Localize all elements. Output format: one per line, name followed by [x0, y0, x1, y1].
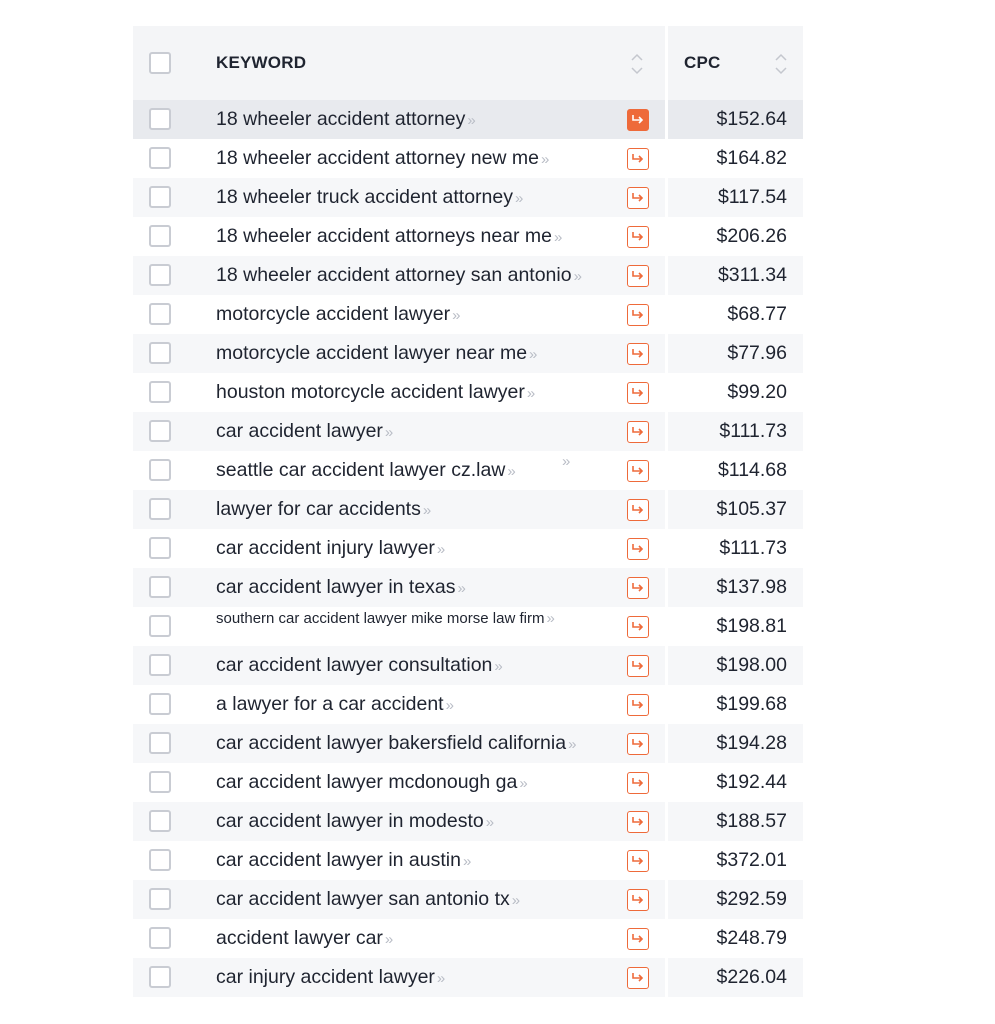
table-row[interactable]: [133, 919, 803, 958]
row-checkbox[interactable]: [149, 927, 171, 949]
chevron-right-icon[interactable]: »: [511, 892, 521, 909]
cpc-cell: [668, 412, 803, 451]
cpc-cell: [668, 217, 803, 256]
cpc-value: $311.34: [717, 264, 787, 286]
cpc-cell: [668, 139, 803, 178]
cpc-value: $111.73: [719, 537, 787, 559]
chevron-right-icon[interactable]: »: [445, 697, 454, 714]
table-body: [133, 100, 803, 997]
table-row[interactable]: [133, 139, 803, 178]
chevron-right-icon[interactable]: »: [485, 814, 495, 831]
cpc-cell: [668, 568, 803, 607]
keyword-cell: [133, 880, 665, 919]
keyword-link[interactable]: [216, 264, 582, 287]
table-row[interactable]: [133, 178, 803, 217]
external-link-icon[interactable]: [627, 616, 649, 638]
external-link-icon[interactable]: [627, 421, 649, 443]
chevron-right-icon[interactable]: »: [541, 151, 550, 168]
keyword-text: 18 wheeler truck accident attorney: [216, 186, 513, 208]
cpc-cell: [668, 802, 803, 841]
chevron-right-icon[interactable]: »: [494, 658, 503, 675]
external-link-icon[interactable]: [627, 304, 649, 326]
row-checkbox[interactable]: [149, 576, 171, 598]
keyword-text: car injury accident lawyer: [216, 966, 435, 988]
keyword-link[interactable]: [216, 611, 556, 627]
keyword-link[interactable]: [216, 303, 460, 326]
cpc-cell: [668, 295, 803, 334]
keyword-text: 18 wheeler accident attorney new me: [216, 147, 540, 169]
keyword-text: car accident lawyer san antonio tx: [216, 888, 510, 910]
keyword-link[interactable]: [216, 654, 503, 677]
cpc-cell: [668, 529, 803, 568]
cpc-value: $226.04: [716, 966, 787, 988]
keyword-cell: [133, 334, 665, 373]
keyword-link[interactable]: [216, 381, 535, 404]
keyword-cell: [133, 763, 665, 802]
keyword-table: [133, 26, 803, 997]
keyword-text: southern car accident lawyer mike morse law firm: [216, 610, 545, 627]
table-header: [133, 26, 803, 100]
cpc-value: $152.64: [716, 108, 787, 130]
cpc-value: $77.96: [727, 342, 787, 364]
chevron-right-icon[interactable]: »: [384, 931, 394, 948]
external-link-icon[interactable]: [627, 694, 649, 716]
keyword-link[interactable]: [216, 459, 516, 482]
row-checkbox[interactable]: [149, 693, 171, 715]
keyword-text: car accident injury lawyer: [216, 537, 435, 559]
keyword-link[interactable]: [216, 849, 471, 872]
keyword-link[interactable]: [216, 498, 431, 521]
table-row[interactable]: [133, 100, 803, 139]
sort-arrows-icon[interactable]: [630, 51, 644, 77]
keyword-link[interactable]: [216, 225, 562, 248]
sort-arrows-icon[interactable]: [774, 51, 788, 77]
external-link-icon[interactable]: [627, 343, 649, 365]
row-checkbox[interactable]: [149, 654, 171, 676]
table-row[interactable]: [133, 724, 803, 763]
keyword-text: car accident lawyer: [216, 420, 383, 442]
chevron-right-icon[interactable]: »: [467, 112, 476, 129]
table-row[interactable]: [133, 490, 803, 529]
cpc-cell: [668, 919, 803, 958]
external-link-icon[interactable]: [627, 967, 649, 989]
cpc-column-title: CPC: [684, 53, 721, 72]
table-row[interactable]: [133, 568, 803, 607]
cpc-value: $137.98: [716, 576, 787, 598]
keyword-link[interactable]: [216, 342, 537, 365]
keyword-cell: [133, 685, 665, 724]
table-row[interactable]: [133, 334, 803, 373]
cpc-value: $111.73: [719, 420, 787, 442]
keyword-text: houston motorcycle accident lawyer: [216, 381, 525, 403]
keyword-text: 18 wheeler accident attorney san antonio: [216, 264, 572, 286]
keyword-cell: [133, 724, 665, 763]
row-checkbox[interactable]: [149, 888, 171, 910]
keyword-cell: [133, 919, 665, 958]
chevron-right-icon[interactable]: »: [526, 385, 536, 402]
chevron-right-icon[interactable]: »: [573, 268, 582, 285]
row-checkbox[interactable]: [149, 147, 171, 169]
cpc-value: $188.57: [716, 810, 787, 832]
external-link-icon[interactable]: [627, 772, 649, 794]
row-checkbox[interactable]: [149, 420, 171, 442]
chevron-right-icon[interactable]: »: [554, 229, 563, 246]
keyword-text: car accident lawyer bakersfield california: [216, 732, 567, 754]
cpc-cell: [668, 373, 803, 412]
cpc-cell: [668, 607, 803, 646]
chevron-right-icon[interactable]: »: [568, 736, 577, 753]
keyword-column-header[interactable]: [133, 26, 665, 100]
cpc-value: $192.44: [716, 771, 787, 793]
keyword-text: accident lawyer car: [216, 927, 383, 949]
cpc-cell: [668, 100, 803, 139]
keyword-link[interactable]: [216, 810, 494, 833]
row-checkbox[interactable]: [149, 810, 171, 832]
table-row[interactable]: [133, 295, 803, 334]
external-link-icon[interactable]: [627, 187, 649, 209]
keyword-cell: [133, 256, 665, 295]
keyword-cell: [133, 100, 665, 139]
cpc-value: $198.00: [716, 654, 787, 676]
chevron-right-icon[interactable]: »: [384, 424, 394, 441]
external-link-icon[interactable]: [627, 733, 649, 755]
keyword-text: car accident lawyer mcdonough ga: [216, 771, 518, 793]
external-link-icon[interactable]: [627, 499, 649, 521]
keyword-cell: [133, 451, 665, 490]
keyword-text: 18 wheeler accident attorneys near me: [216, 225, 553, 247]
external-link-icon[interactable]: [627, 811, 649, 833]
cpc-cell: [668, 178, 803, 217]
external-link-icon[interactable]: [627, 226, 649, 248]
keyword-cell: [133, 412, 665, 451]
table-row[interactable]: [133, 451, 803, 490]
keyword-cell: [133, 802, 665, 841]
cpc-value: $292.59: [716, 888, 787, 910]
keyword-cell: [133, 295, 665, 334]
row-checkbox[interactable]: [149, 186, 171, 208]
select-all-checkbox[interactable]: [149, 52, 171, 74]
table-row[interactable]: [133, 373, 803, 412]
chevron-right-icon[interactable]: »: [515, 190, 524, 207]
table-row[interactable]: [133, 607, 803, 646]
keyword-link[interactable]: [216, 186, 523, 209]
table-row[interactable]: [133, 841, 803, 880]
table-row[interactable]: [133, 802, 803, 841]
cpc-value: $117.54: [717, 186, 787, 208]
chevron-right-icon[interactable]: »: [422, 502, 432, 519]
cpc-value: $68.77: [727, 303, 787, 325]
keyword-link[interactable]: [216, 693, 454, 716]
cpc-value: $105.37: [716, 498, 787, 520]
cpc-value: $199.68: [716, 693, 787, 715]
chevron-right-icon[interactable]: »: [462, 853, 472, 870]
cpc-value: $99.20: [727, 381, 787, 403]
keyword-cell: [133, 217, 665, 256]
cpc-cell: [668, 724, 803, 763]
keyword-cell: [133, 139, 665, 178]
keyword-cell: [133, 607, 665, 646]
chevron-right-icon[interactable]: »: [457, 580, 466, 597]
cpc-cell: [668, 451, 803, 490]
row-checkbox[interactable]: [149, 537, 171, 559]
external-link-icon[interactable]: [627, 889, 649, 911]
keyword-link[interactable]: [216, 108, 476, 131]
table-row[interactable]: [133, 685, 803, 724]
chevron-right-icon[interactable]: »: [452, 307, 461, 324]
table-row[interactable]: [133, 217, 803, 256]
keyword-text: lawyer for car accidents: [216, 498, 421, 520]
cpc-value: $164.82: [716, 147, 787, 169]
cpc-value: $114.68: [717, 459, 787, 481]
table-row[interactable]: [133, 412, 803, 451]
keyword-link[interactable]: [216, 927, 393, 950]
chevron-right-icon[interactable]: »: [507, 463, 516, 480]
table-row[interactable]: [133, 763, 803, 802]
cpc-column-header[interactable]: [668, 26, 803, 100]
keyword-cell: [133, 646, 665, 685]
table-row[interactable]: [133, 529, 803, 568]
keyword-text: a lawyer for a car accident: [216, 693, 444, 715]
external-link-icon[interactable]: [627, 382, 649, 404]
keyword-cell: [133, 529, 665, 568]
chevron-right-icon[interactable]: »: [529, 346, 538, 363]
chevron-right-icon[interactable]: »: [436, 541, 446, 558]
keyword-cell: [133, 490, 665, 529]
row-checkbox[interactable]: [149, 966, 171, 988]
chevron-right-icon[interactable]: »: [436, 970, 446, 987]
row-checkbox[interactable]: [149, 264, 171, 286]
keyword-text: car accident lawyer consultation: [216, 654, 493, 676]
chevron-right-icon[interactable]: »: [519, 775, 528, 792]
keyword-text: car accident lawyer in texas: [216, 576, 456, 598]
keyword-link[interactable]: [216, 771, 528, 794]
cpc-value: $206.26: [716, 225, 787, 247]
cpc-cell: [668, 256, 803, 295]
keyword-text: motorcycle accident lawyer: [216, 303, 451, 325]
table-row[interactable]: [133, 958, 803, 997]
keyword-column-title: KEYWORD: [216, 53, 307, 72]
cpc-cell: [668, 685, 803, 724]
row-checkbox[interactable]: [149, 303, 171, 325]
keyword-text: 18 wheeler accident attorney: [216, 108, 466, 130]
external-link-icon[interactable]: [627, 538, 649, 560]
keyword-text: motorcycle accident lawyer near me: [216, 342, 528, 364]
keyword-text: car accident lawyer in austin: [216, 849, 461, 871]
row-checkbox[interactable]: [149, 459, 171, 481]
cpc-cell: [668, 646, 803, 685]
cpc-value: $194.28: [716, 732, 787, 754]
keyword-link[interactable]: [216, 147, 549, 170]
row-checkbox[interactable]: [149, 498, 171, 520]
row-checkbox[interactable]: [149, 381, 171, 403]
keyword-text: seattle car accident lawyer cz.law: [216, 459, 506, 481]
keyword-link[interactable]: [216, 537, 445, 560]
row-checkbox[interactable]: [149, 108, 171, 130]
keyword-link[interactable]: [216, 732, 576, 755]
table-row[interactable]: [133, 646, 803, 685]
cpc-value: $372.01: [716, 849, 787, 871]
cpc-cell: [668, 841, 803, 880]
external-link-icon[interactable]: [627, 460, 649, 482]
keyword-cell: [133, 841, 665, 880]
external-link-icon[interactable]: [627, 577, 649, 599]
keyword-link[interactable]: [216, 888, 520, 911]
keyword-cell: [133, 178, 665, 217]
cpc-cell: [668, 490, 803, 529]
keyword-link[interactable]: [216, 966, 445, 989]
external-link-icon[interactable]: [627, 109, 649, 131]
keyword-cell: [133, 373, 665, 412]
table-row[interactable]: [133, 880, 803, 919]
cpc-cell: [668, 958, 803, 997]
keyword-link[interactable]: [216, 576, 466, 599]
external-link-icon[interactable]: [627, 148, 649, 170]
row-checkbox[interactable]: [149, 771, 171, 793]
external-link-icon[interactable]: [627, 655, 649, 677]
keyword-text: car accident lawyer in modesto: [216, 810, 484, 832]
row-checkbox[interactable]: [149, 849, 171, 871]
row-checkbox[interactable]: [149, 732, 171, 754]
cpc-cell: [668, 334, 803, 373]
external-link-icon[interactable]: [627, 265, 649, 287]
external-link-icon[interactable]: [627, 850, 649, 872]
row-checkbox[interactable]: [149, 225, 171, 247]
cpc-cell: [668, 880, 803, 919]
row-checkbox[interactable]: [149, 342, 171, 364]
chevron-right-icon[interactable]: »: [546, 610, 555, 627]
cpc-value: $198.81: [716, 615, 787, 637]
row-checkbox[interactable]: [149, 615, 171, 637]
external-link-icon[interactable]: [627, 928, 649, 950]
cpc-cell: [668, 763, 803, 802]
chevron-right-icon: »: [562, 453, 571, 470]
keyword-cell: [133, 568, 665, 607]
keyword-link[interactable]: [216, 420, 393, 443]
keyword-cell: [133, 958, 665, 997]
cpc-value: $248.79: [716, 927, 787, 949]
table-row[interactable]: [133, 256, 803, 295]
